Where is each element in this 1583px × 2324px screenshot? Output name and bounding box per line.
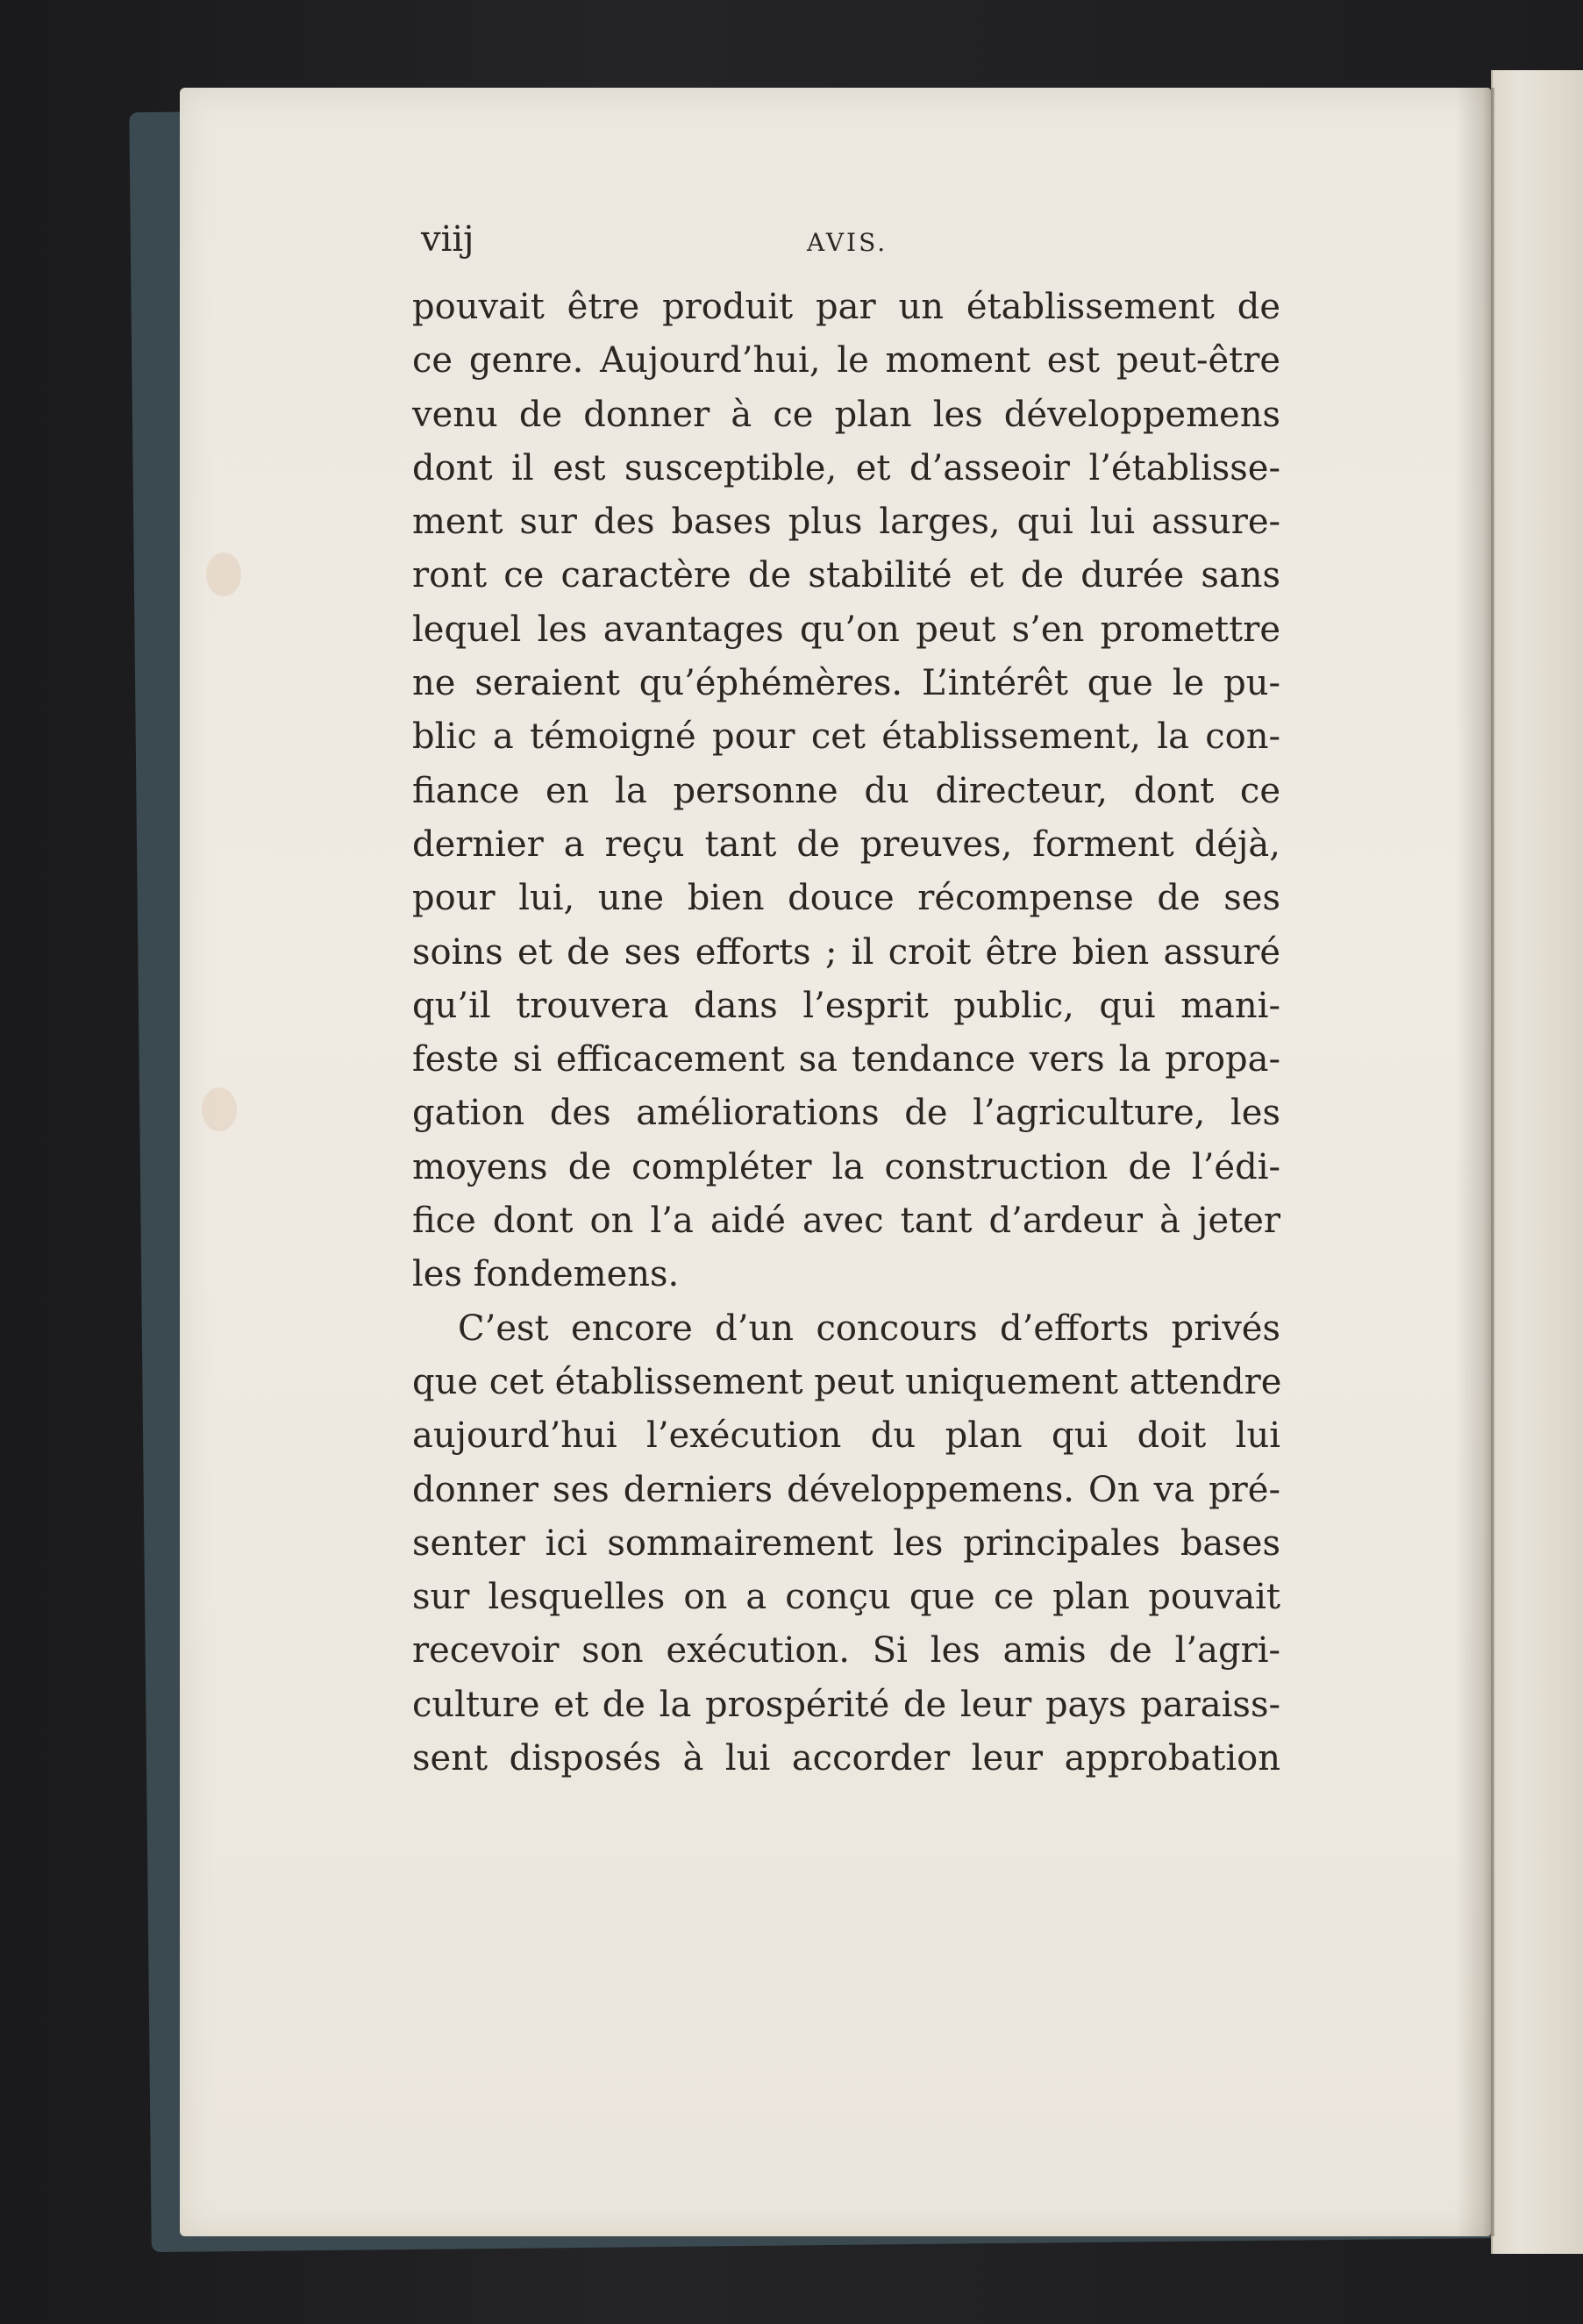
text-line: venu de donner à ce plan les développemens [412,394,1280,435]
facing-page-edge [1491,70,1583,2254]
paragraph-1 [412,281,1280,1302]
text-line: donner ses derniers développemens. On va pré- [412,1469,1280,1510]
text-line: lequel les avantages qu’on peut s’en promettre [412,609,1280,650]
text-line: senter ici sommairement les principales bases [412,1522,1280,1564]
page-header [421,219,1298,272]
text-line: moyens de compléter la construction de l’édi- [412,1146,1280,1187]
text-line: feste si efficacement sa tendance vers la propa- [412,1039,1280,1080]
text-line: dernier a reçu tant de preuves, forment déjà, [412,823,1280,865]
text-line: sent disposés à lui accorder leur approbation [412,1738,1280,1779]
body-text [412,281,1280,1786]
page-gutter [1456,88,1494,2236]
text-line: ront ce caractère de stabilité et de durée sans [412,555,1280,596]
text-line: recevoir son exécution. Si les amis de l’agri- [412,1630,1280,1672]
text-line: dont il est susceptible, et d’asseoir l’établisse- [412,447,1280,488]
text-line: pouvait être produit par un établissement de [412,287,1280,327]
text-line: blic a témoigné pour cet établissement, la con- [412,716,1280,758]
text-line: les fondemens. [412,1254,680,1295]
text-line: qu’il trouvera dans l’esprit public, qui mani- [412,985,1280,1026]
paragraph-2 [412,1302,1280,1786]
text-line: pour lui, une bien douce récompense de ses [412,878,1280,919]
foxing-spot [202,1087,237,1131]
foxing-spot [206,552,241,596]
text-line: ne seraient qu’éphémères. L’intérêt que le pu- [412,663,1280,704]
text-line: sur lesquelles on a conçu que ce plan pouvait [412,1577,1280,1618]
text-line: ment sur des bases plus larges, qui lui assure- [412,502,1280,543]
text-line: gation des améliorations de l’agriculture, les [412,1093,1280,1134]
text-line: culture et de la prospérité de leur pays paraiss- [412,1684,1280,1725]
page-number: viij [421,219,474,260]
text-line: C’est encore d’un concours d’efforts privés [458,1308,1280,1349]
text-line: que cet établissement peut uniquement attendre [412,1361,1282,1402]
text-line: fice dont on l’a aidé avec tant d’ardeur à jeter [412,1201,1280,1242]
running-head: AVIS. [807,228,888,257]
text-line: fiance en la personne du directeur, dont ce [412,770,1280,811]
text-line: aujourd’hui l’exécution du plan qui doit lui [412,1415,1280,1457]
text-line: soins et de ses efforts ; il croit être bien assuré [412,931,1280,973]
text-line: ce genre. Aujourd’hui, le moment est peut-être [412,340,1280,381]
